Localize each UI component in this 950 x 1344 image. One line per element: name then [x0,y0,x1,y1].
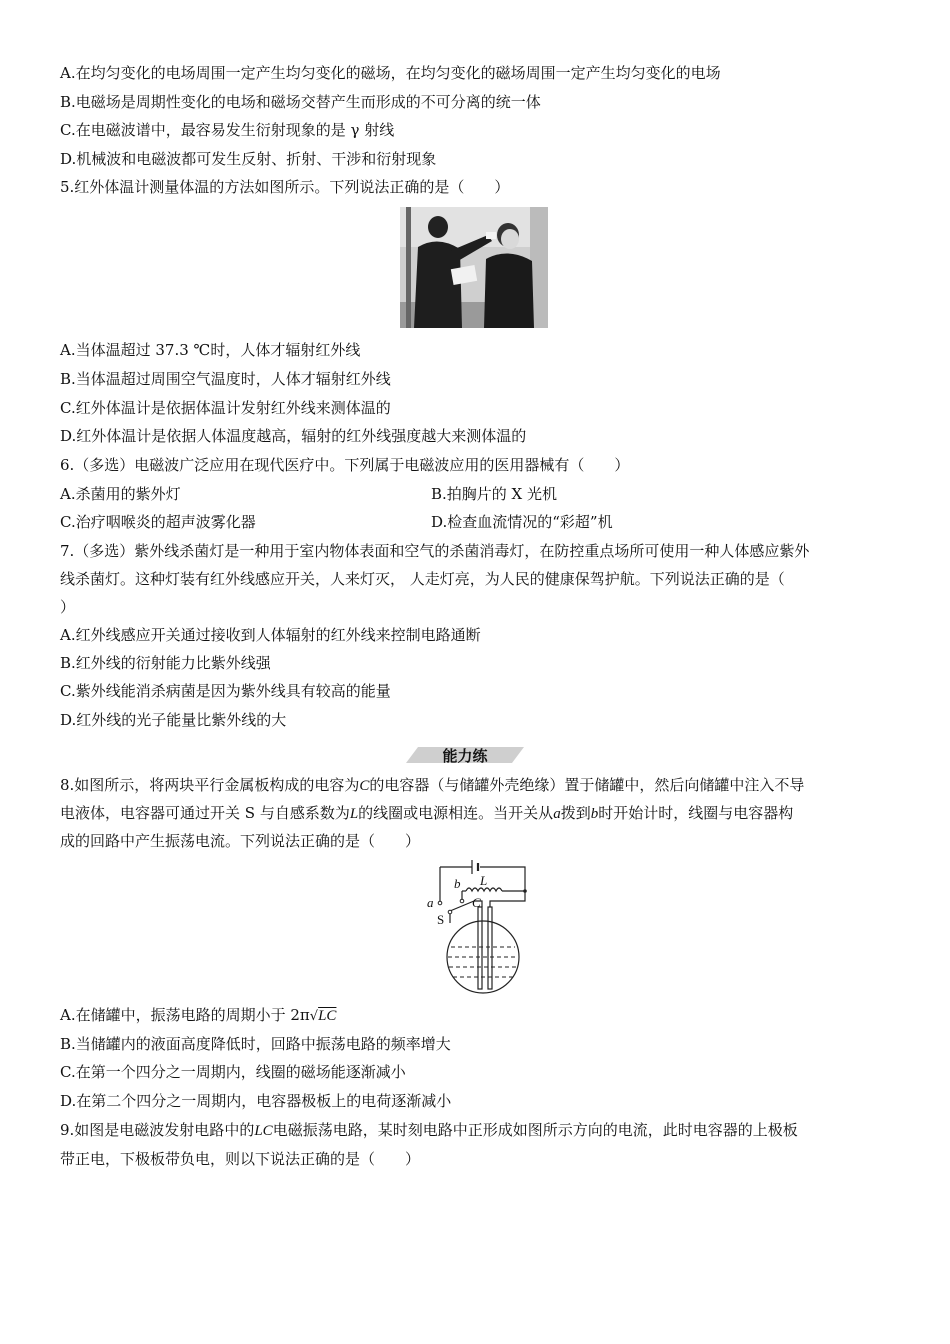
q5-option-a: A.当体温超过 37.3 ℃时，人体才辐射红外线 [60,341,361,359]
thermometer-photo [400,207,548,328]
q8-option-b: B.当储罐内的液面高度降低时，回路中振荡电路的频率增大 [60,1035,451,1053]
diagram-label-c: C [472,895,481,910]
q5-option-d: D.红外体温计是依据人体温度越高，辐射的红外线强度越大来测体温的 [60,427,527,445]
q6-option-c: C.治疗咽喉炎的超声波雾化器 [60,513,256,531]
section-banner [400,743,530,769]
diagram-label-a: a [427,895,434,910]
q4-option-a: A.在均匀变化的电场周围一定产生均匀变化的磁场，在均匀变化的磁场周围一定产生均匀变化的电场 [60,64,721,82]
q6-option-a: A.杀菌用的紫外灯 [60,485,181,503]
q8-option-c: C.在第一个四分之一周期内，线圈的磁场能逐渐减小 [60,1063,406,1081]
q7-stem-line3: ） [60,598,76,616]
q4-option-b: B.电磁场是周期性变化的电场和磁场交替产生而形成的不可分离的统一体 [60,93,541,111]
diagram-label-b: b [454,876,461,891]
q5-option-c: C.红外体温计是依据体温计发射红外线来测体温的 [60,399,391,417]
q7-option-d: D.红外线的光子能量比紫外线的大 [60,711,287,729]
diagram-label-l: L [480,873,488,888]
q8-option-d: D.在第二个四分之一周期内，电容器极板上的电荷逐渐减小 [60,1092,452,1110]
q4-option-c: C.在电磁波谱中，最容易发生衍射现象的是 γ 射线 [60,121,395,139]
q5-option-b: B.当体温超过周围空气温度时，人体才辐射红外线 [60,370,391,388]
q6-option-d: D.检查血流情况的“彩超”机 [431,513,613,531]
q6-option-b: B.拍胸片的 X 光机 [431,485,558,503]
q7-option-c: C.紫外线能消杀病菌是因为紫外线具有较高的能量 [60,682,391,700]
diagram-label-s: S [437,912,445,927]
q8-stem-line3: 成的回路中产生振荡电流。下列说法正确的是（ ） [60,832,421,850]
q4-option-d: D.机械波和电磁波都可发生反射、折射、干涉和衍射现象 [60,150,437,168]
q7-option-a: A.红外线感应开关通过接收到人体辐射的红外线来控制电路通断 [60,626,481,644]
lc-tank-circuit-diagram [410,855,540,995]
q5-stem: 5.红外体温计测量体温的方法如图所示。下列说法正确的是（ ） [60,178,510,196]
q9-stem-line1: 9.如图是电磁波发射电路中的LC电磁振荡电路，某时刻电路中正形成如图所示方向的电流，此时电容器的上极板 [60,1121,798,1139]
q8-option-a: A.在储罐中，振荡电路的周期小于 2π√LC [60,1006,337,1024]
section-title: 能力练 [442,747,488,765]
q8-stem-line1: 8.如图所示，将两块平行金属板构成的电容为C的电容器（与储罐外壳绝缘）置于储罐中，然后向储罐中注入不导 [60,776,805,794]
q7-option-b: B.红外线的衍射能力比紫外线强 [60,654,271,672]
q6-stem: 6.（多选）电磁波广泛应用在现代医疗中。下列属于电磁波应用的医用器械有（ ） [60,456,630,474]
q7-stem-line2: 线杀菌灯。这种灯装有红外线感应开关，人来灯灭， 人走灯亮，为人民的健康保驾护航。下列说法正确的是（ [60,570,785,588]
q8-stem-line2: 电液体，电容器可通过开关 S 与自感系数为L的线圈或电源相连。当开关从a拨到b时开始计时，线圈与电容器构 [60,804,794,822]
q9-stem-line2: 带正电，下极板带负电，则以下说法正确的是（ ） [60,1150,421,1168]
q7-stem-line1: 7.（多选）紫外线杀菌灯是一种用于室内物体表面和空气的杀菌消毒灯，在防控重点场所可使用一种人体感应紫外 [60,542,810,560]
